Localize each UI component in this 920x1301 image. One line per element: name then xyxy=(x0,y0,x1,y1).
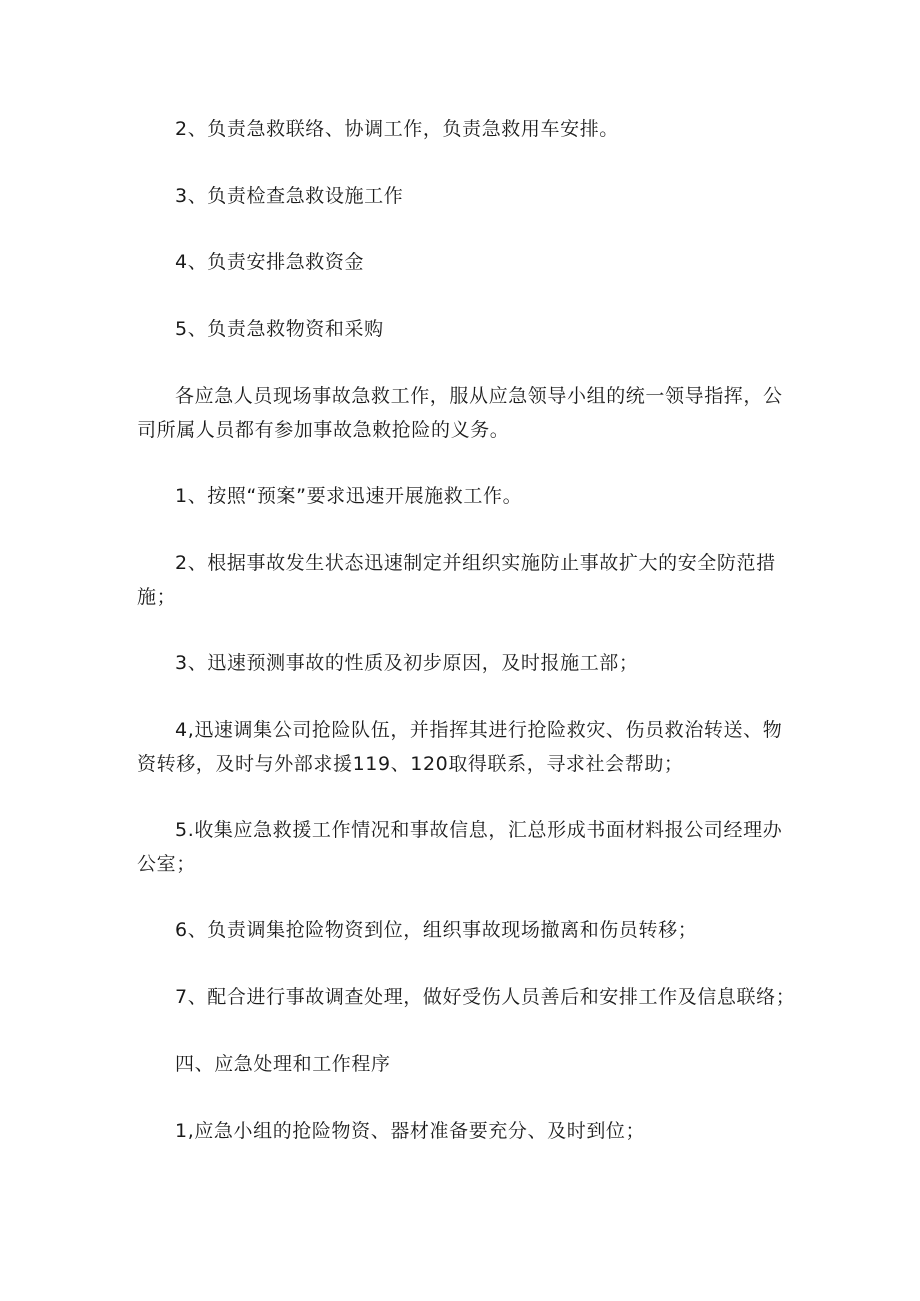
paragraph-rescue-4: 4,迅速调集公司抢险队伍，并指挥其进行抢险救灾、伤员救治转送、物资转移，及时与外部求援119、120取得联系，寻求社会帮助； xyxy=(137,719,783,775)
section-heading-4: 四、应急处理和工作程序 xyxy=(175,1053,391,1075)
paragraph-duty-5: 5、负责急救物资和采购 xyxy=(175,318,384,340)
paragraph-rescue-intro: 各应急人员现场事故急救工作，服从应急领导小组的统一领导指挥，公司所属人员都有参加事故急敕抢险的义务。 xyxy=(137,385,783,441)
paragraph-rescue-2: 2、根据事故发生状态迅速制定并组织实施防止事故扩大的安全防范措施； xyxy=(137,552,776,608)
paragraph-procedure-1: 1,应急小组的抢险物资、器材准备要充分、及时到位； xyxy=(175,1120,646,1142)
paragraph-rescue-3: 3、迅速预测事故的性质及初步原因，及时报施工部； xyxy=(175,652,639,674)
paragraph-rescue-6: 6、负责调集抢险物资到位，组织事故现场撤离和伤员转移； xyxy=(175,919,698,941)
paragraph-duty-2: 2、负责急救联络、协调工作，负责急救用车安排。 xyxy=(175,118,619,140)
paragraph-rescue-1: 1、按照“预案”要求迅速开展施救工作。 xyxy=(175,485,523,507)
paragraph-duty-3: 3、负责检查急救设施工作 xyxy=(175,185,404,207)
paragraph-rescue-5: 5.收集应急救援工作情况和事故信息，汇总形成书面材料报公司经理办公室； xyxy=(137,819,783,875)
paragraph-rescue-7: 7、配合进行事故调查处理，做好受伤人员善后和安排工作及信息联络； xyxy=(175,986,796,1008)
paragraph-duty-4: 4、负责安排急救资金 xyxy=(175,251,365,273)
